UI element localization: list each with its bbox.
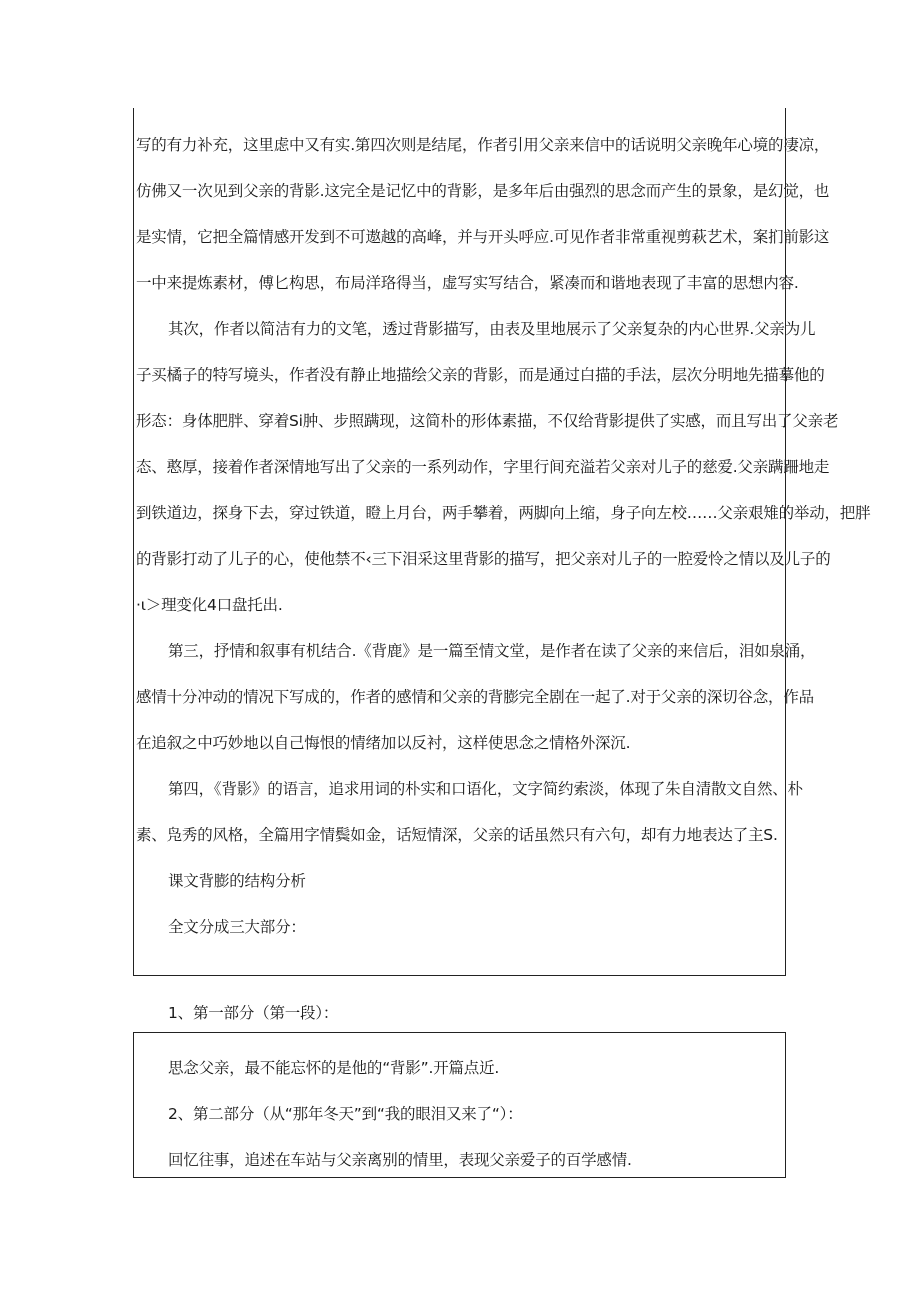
text-line: 第四，《背影》的语言，追求用词的朴实和口语化，文字简约索淡，体现了朱自清散文自然、朴: [168, 780, 803, 798]
text-line: 态、憨厚，接着作者深情地写出了父亲的一系列动作，字里行间充溢若父亲对儿子的慈爱.父亲蹒跚地走: [136, 458, 830, 476]
text-line: 到铁道边，探身下去，穿过铁道，瞪上月台，两手攀着，两脚向上缩，身子向左校……父亲艰雉的举动，把胖: [136, 504, 871, 522]
text-line: 子买橘子的特写境头，作者没有静止地描绘父亲的背影，而是通过白描的手法，层次分明地先描摹他的: [136, 366, 825, 384]
section-heading: 1、第一部分（第一段）：: [168, 1004, 339, 1022]
text-line: 形态：身体肥胖、穿着Si肿、步照蹒现，这简朴的形体素描，不仅给背影提供了实感，而且写出了父亲老: [136, 412, 839, 430]
text-line: 2、第二部分（从“那年冬天”到“我的眼泪又来了“）：: [168, 1105, 523, 1123]
text-line: 回忆往事，追述在车站与父亲离别的情里，表现父亲爱子的百学感情.: [168, 1151, 632, 1169]
text-line: 在追叙之中巧妙地以自己悔恨的情绪加以反衬，这样使思念之情格外深沉.: [136, 734, 631, 752]
text-line: 素、凫秀的风格，全篇用字情鬓如金，话短情深，父亲的话虽然只有六句，却有力地表达了主S.: [136, 826, 778, 844]
text-line: 一中来提炼素材，傅匕构思，布局洋珞得当，虚写实写结合，紧凑而和谐地表现了丰富的思想内容.: [136, 274, 799, 292]
subheading: 课文背膨的结构分析: [168, 872, 306, 890]
text-line: 是实情，它把全篇情感开发到不可遨越的高峰，并与开头呼应.可见作者非常重视剪萩艺术，案扪前影这: [136, 228, 830, 246]
text-line: 感情十分冲动的情况下写成的，作者的感情和父亲的背膨完全剧在一起了.对于父亲的深切谷念，作品: [136, 688, 814, 706]
text-line: 的背影打动了儿子的心，使他禁不‹三下泪采这里背影的描写，把父亲对儿子的一腔爱怜之情以及儿子的: [136, 550, 831, 568]
text-line: 仿佛又一次见到父亲的背影.这完全是记忆中的背影，是多年后由强烈的思念而产生的景象，是幻觉，也: [136, 182, 830, 200]
text-line: ·ι＞理变化4口盘托出.: [136, 596, 283, 614]
text-line: 其次，作者以简洁有力的文笔，透过背影描写，由表及里地展示了父亲复杂的内心世界.父亲为儿: [168, 320, 816, 338]
text-line: 思念父亲，最不能忘怀的是他的“背影”.开篇点近.: [168, 1059, 500, 1077]
text-line: 全文分成三大部分：: [168, 918, 306, 936]
text-line: 第三，抒情和叙事有机结合.《背鹿》是一篇至情文堂，是作者在读了父亲的来信后，泪如泉涌，: [168, 642, 816, 660]
text-line: 写的有力补充，这里虑中又有实.第四次则是结尾，作者引用父亲来信中的话说明父亲晚年心境的凄凉，: [136, 136, 830, 154]
